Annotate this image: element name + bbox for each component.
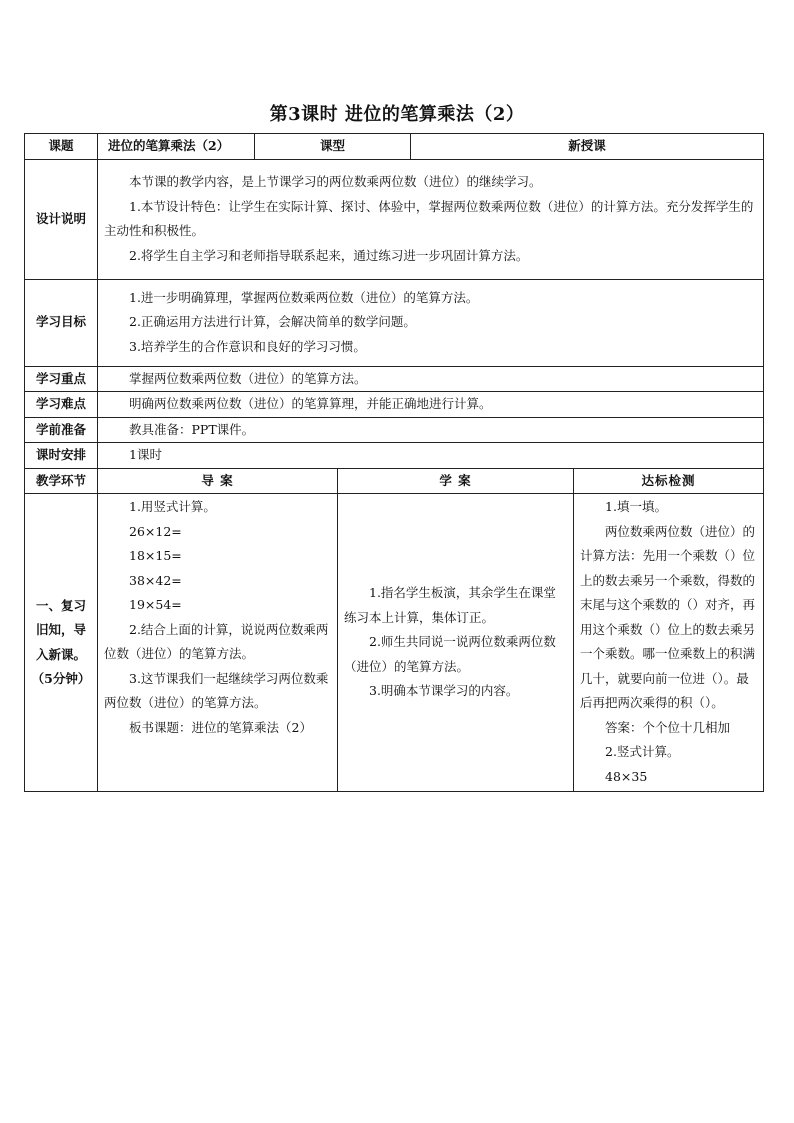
prep-row [25, 417, 764, 443]
schedule-text: 1课时 [129, 447, 162, 462]
guide-line: 板书课题：进位的笔算乘法（2） [129, 719, 312, 735]
section-1-guide [98, 494, 338, 792]
study-line: 1.指名学生板演，其余学生在课堂练习本上计算，集体订正。 [344, 585, 556, 625]
header-stage: 教学环节 [25, 468, 98, 494]
section-1-stage: 一、复习 旧知，导 入新课。 （5分钟） [25, 494, 98, 792]
header-study: 学 案 [338, 468, 574, 494]
difficulty-text: 明确两位数乘两位数（进位）的笔算算理，并能正确地进行计算。 [129, 396, 492, 411]
goal-line: 3.培养学生的合作意识和良好的学习习惯。 [129, 338, 366, 354]
design-content [98, 159, 764, 279]
design-line: 2.将学生自主学习和老师指导联系起来，通过练习进一步巩固计算方法。 [129, 247, 529, 263]
section-1-check [574, 494, 764, 792]
study-line: 3.明确本节课学习的内容。 [369, 683, 519, 699]
guide-line: 26×12= [129, 523, 182, 539]
goals-content [98, 279, 764, 366]
goal-line: 1.进一步明确算理，掌握两位数乘两位数（进位）的笔算方法。 [129, 289, 479, 305]
guide-line: 3.这节课我们一起继续学习两位数乘两位数（进位）的笔算方法。 [104, 670, 329, 710]
type-label: 课型 [255, 134, 411, 160]
check-line: 两位数乘两位数（进位）的计算方法：先用一个乘数（）位上的数去乘另一个乘数，得数的末尾与这个乘数的（）对齐，再用这个乘数（）位上的数去乘另一个乘数。哪一位乘数上的积满几十，就要向前一位进（）。最后再把两次乘得的积（）。 [580, 523, 756, 710]
goals-label: 学习目标 [25, 279, 98, 366]
guide-line: 19×54= [129, 597, 182, 612]
page-title: 第3课时 进位的笔算乘法（2） [269, 104, 525, 125]
difficulty-row [25, 392, 764, 418]
difficulty-label: 学习难点 [25, 392, 98, 418]
prep-text: 教具准备：PPT课件。 [129, 421, 255, 437]
check-line: 答案：个个位十几相加 [605, 719, 731, 735]
schedule-label: 课时安排 [25, 443, 98, 469]
guide-line: 38×42= [129, 572, 182, 588]
stage-header-row [25, 468, 764, 494]
lesson-plan-table [24, 133, 764, 792]
design-label: 设计说明 [25, 159, 98, 279]
key-text: 掌握两位数乘两位数（进位）的笔算方法。 [129, 370, 367, 386]
section-1-study [338, 494, 574, 792]
goals-row [25, 279, 764, 366]
schedule-row [25, 443, 764, 469]
design-row [25, 159, 764, 279]
header-guide: 导 案 [98, 468, 338, 494]
check-line: 1.填一填。 [605, 499, 667, 514]
type-value: 新授课 [411, 134, 764, 160]
topic-row [25, 134, 764, 160]
check-line: 48×35 [605, 768, 648, 784]
check-line: 2.竖式计算。 [605, 744, 680, 759]
topic-label: 课题 [25, 134, 98, 160]
prep-label: 学前准备 [25, 417, 98, 443]
header-check: 达标检测 [574, 468, 764, 494]
key-row [25, 366, 764, 392]
goal-line: 2.正确运用方法进行计算，会解决简单的数学问题。 [129, 314, 416, 330]
design-line: 1.本节设计特色：让学生在实际计算、探讨、体验中，掌握两位数乘两位数（进位）的计算方法。充分发挥学生的主动性和积极性。 [104, 198, 754, 238]
design-line: 本节课的教学内容，是上节课学习的两位数乘两位数（进位）的继续学习。 [129, 174, 542, 189]
key-label: 学习重点 [25, 366, 98, 392]
guide-line: 1.用竖式计算。 [129, 499, 216, 514]
study-line: 2.师生共同说一说两位数乘两位数（进位）的笔算方法。 [344, 634, 556, 674]
guide-line: 18×15= [129, 548, 182, 563]
topic-value: 进位的笔算乘法（2） [98, 134, 255, 160]
section-1-row [25, 494, 764, 792]
guide-line: 2.结合上面的计算，说说两位数乘两位数（进位）的笔算方法。 [104, 621, 329, 661]
